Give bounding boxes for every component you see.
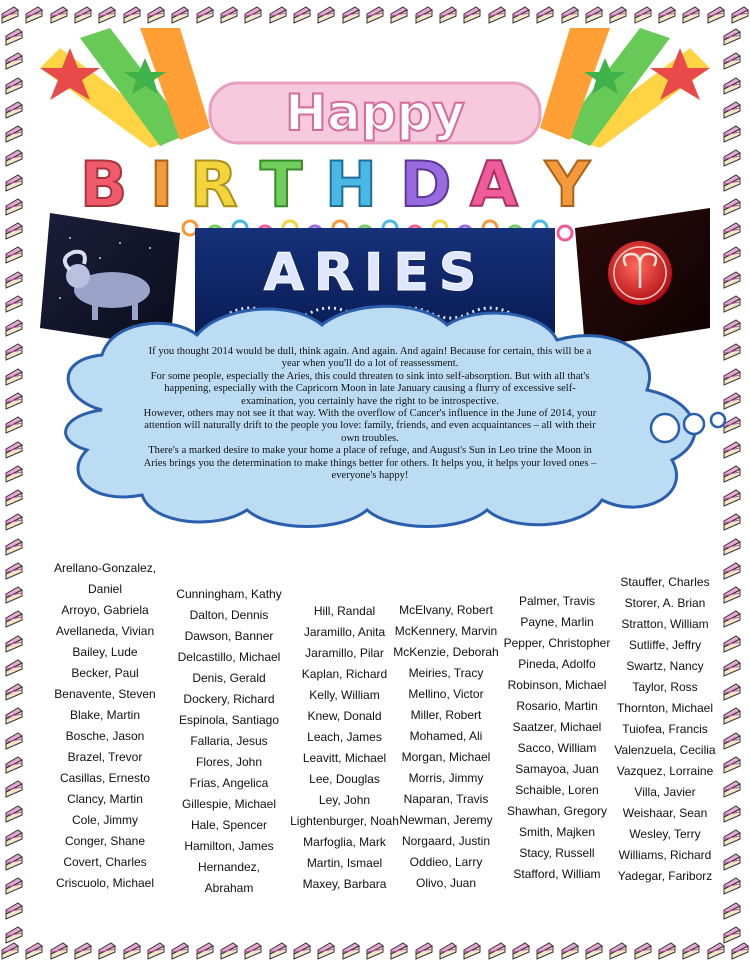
name-entry: Sacco, William [517,741,597,755]
cake-slice-icon [73,4,93,24]
name-entry: Marfoglia, Mark [303,835,386,849]
name-entry: Dawson, Banner [184,629,274,643]
svg-text:BIRTHDAY: BIRTHDAY [40,28,45,29]
name-entry: Samayoa, Juan [515,762,599,776]
name-entry: Morris, Jimmy [408,771,484,785]
horoscope-text [140,346,600,482]
cake-slice-icon [4,414,24,434]
cake-slice-icon [4,317,24,337]
cake-slice-icon [722,924,742,944]
cake-slice-icon [657,4,677,24]
cake-slice-icon [722,803,742,823]
cake-slice-icon [365,940,385,960]
cake-slice-icon [4,220,24,240]
cake-slice-icon [438,4,458,24]
cake-slice-icon [219,940,239,960]
cake-slice-icon [633,940,653,960]
svg-text:H: H [325,148,377,221]
cake-slice-icon [722,220,742,240]
cake-slice-icon [487,4,507,24]
cake-slice-icon [706,4,726,24]
cake-slice-icon [4,584,24,604]
cake-slice-icon [4,463,24,483]
cake-slice-icon [219,4,239,24]
name-entry: Valenzuela, Cecilia [614,743,716,757]
cake-slice-icon [722,900,742,920]
name-entry: Blake, Martin [69,708,141,722]
cake-slice-icon [722,754,742,774]
names-column-2 [168,584,290,899]
cake-slice-icon [122,940,142,960]
cake-slice-icon [722,705,742,725]
name-entry: McKenzie, Deborah [393,645,499,659]
svg-text:ARIES: ARIES [263,243,487,303]
cake-slice-icon [341,4,361,24]
cake-slice-icon [657,940,677,960]
name-entry: Wesley, Terry [629,827,701,841]
name-entry: Kelly, William [309,688,380,702]
cake-slice-icon [722,269,742,289]
cake-slice-icon [4,705,24,725]
name-entry: Abraham [204,881,254,895]
name-entry: Norgaard, Justin [401,834,491,848]
svg-text:A: A [470,148,518,221]
name-entry: Olivo, Juan [415,876,477,890]
horoscope-paragraph: There's a marked desire to make your home a place of refuge, and August's Sun in Leo trine the Moon in Aries brings you the determination to make things better for others. It helps you, it helps your loved ones – everyone's happy! [143,445,597,482]
name-entry: Martin, Ismael [306,856,383,870]
name-entry: Lightenburger, Noah [290,814,399,828]
cake-slice-icon [97,940,117,960]
cake-slice-icon [722,26,742,46]
name-entry: Flores, John [195,755,263,769]
cake-slice-icon [4,147,24,167]
name-entry: Cunningham, Kathy [176,587,282,601]
cake-slice-icon [4,75,24,95]
cake-slice-icon [0,4,20,24]
cake-slice-icon [4,608,24,628]
cake-slice-icon [268,4,288,24]
cake-slice-icon [4,99,24,119]
cake-slice-icon [316,940,336,960]
cake-slice-icon [535,940,555,960]
cake-slice-icon [438,940,458,960]
name-entry: Vazquez, Lorraine [616,764,714,778]
name-entry: Bosche, Jason [65,729,145,743]
cake-slice-icon [4,681,24,701]
name-entry: Dockery, Richard [183,692,275,706]
cake-slice-icon [73,940,93,960]
cake-slice-icon [4,900,24,920]
name-entry: Covert, Charles [63,855,147,869]
cake-slice-icon [560,4,580,24]
cake-slice-icon [4,827,24,847]
name-entry: Criscuolo, Michael [55,876,155,890]
cake-slice-icon [4,390,24,410]
cake-slice-icon [4,633,24,653]
name-entry: Avellaneda, Vivian [55,624,155,638]
cake-slice-icon [584,940,604,960]
cake-slice-icon [4,754,24,774]
svg-text:Y: Y [545,148,590,221]
name-entry: McElvany, Robert [399,603,493,617]
name-entry: Storer, A. Brian [624,596,706,610]
cake-slice-icon [722,778,742,798]
cake-slice-icon [4,341,24,361]
name-entry: McKennery, Marvin [394,624,498,638]
name-entry: Maxey, Barbara [302,877,387,891]
cake-slice-icon [49,4,69,24]
name-entry: Daniel [87,582,123,596]
cake-slice-icon [462,940,482,960]
name-entry: Casillas, Ernesto [59,771,151,785]
svg-text:Happy: Happy [285,84,465,142]
name-entry: Arroyo, Gabriela [61,603,149,617]
cake-slice-icon [722,50,742,70]
name-entry: Conger, Shane [64,834,146,848]
cake-slice-icon [316,4,336,24]
cake-slice-icon [722,244,742,264]
names-column-5 [498,591,616,885]
name-entry: Weishaar, Sean [622,806,708,820]
cake-slice-icon [722,875,742,895]
name-entry: Taylor, Ross [632,680,698,694]
cake-slice-icon [487,940,507,960]
name-entry: Jaramillo, Anita [303,625,386,639]
name-entry: Stacy, Russell [519,846,595,860]
cake-border-top [0,4,750,30]
cake-slice-icon [146,940,166,960]
name-entry: Hamilton, James [184,839,274,853]
cake-slice-icon [722,584,742,604]
name-entry: Jaramillo, Pilar [305,646,384,660]
horoscope-paragraph: However, others may not see it that way. With the overflow of Cancer's influence in the June of 2014, your attention will naturally drift to the people you love: family, friends, and even acquaintances – all with their own troubles. [143,408,597,444]
cake-slice-icon [4,851,24,871]
name-entry: Brazel, Trevor [67,750,143,764]
cake-slice-icon [341,940,361,960]
cake-slice-icon [722,560,742,580]
name-entry: Tuiofea, Francis [622,722,708,736]
name-entry: Becker, Paul [71,666,139,680]
name-entry: Hill, Randal [313,604,376,618]
name-entry: Gillespie, Michael [181,797,277,811]
name-entry: Mellino, Victor [408,687,484,701]
name-entry: Espinola, Santiago [178,713,280,727]
cake-slice-icon [722,147,742,167]
cake-slice-icon [365,4,385,24]
cake-slice-icon [722,196,742,216]
name-entry: Pepper, Christopher [503,636,611,650]
cake-slice-icon [722,681,742,701]
name-entry: Robinson, Michael [507,678,607,692]
cake-slice-icon [414,4,434,24]
name-entry: Pineda, Adolfo [518,657,596,671]
cake-slice-icon [535,4,555,24]
cake-slice-icon [722,172,742,192]
name-entry: Leach, James [307,730,382,744]
cake-slice-icon [389,940,409,960]
birthday-word-art [80,148,591,221]
name-entry: Shawhan, Gregory [506,804,608,818]
cake-slice-icon [4,924,24,944]
cake-slice-icon [511,940,531,960]
names-column-1 [40,558,170,894]
cake-slice-icon [4,439,24,459]
horoscope-paragraph: If you thought 2014 would be dull, think again. And again. And again! Because for certain, this will be a year when you'll do a lot of reassessment. [148,346,592,370]
cake-slice-icon [4,536,24,556]
cake-slice-icon [4,730,24,750]
names-column-3 [287,601,402,895]
cake-slice-icon [122,4,142,24]
name-entry: Denis, Gerald [192,671,266,685]
cake-slice-icon [722,123,742,143]
name-entry: Smith, Majken [518,825,596,839]
cake-slice-icon [608,940,628,960]
name-entry: Lee, Douglas [309,772,380,786]
cake-slice-icon [722,657,742,677]
cake-slice-icon [4,172,24,192]
cake-slice-icon [722,536,742,556]
cake-slice-icon [4,269,24,289]
cake-slice-icon [4,803,24,823]
name-entry: Sutliffe, Jeffry [628,638,702,652]
name-entry: Hernandez, [197,860,261,874]
name-entry: Villa, Javier [634,785,696,799]
name-entry: Arellano-Gonzalez, [53,561,157,575]
names-column-6 [608,572,722,887]
cake-slice-icon [722,851,742,871]
name-entry: Knew, Donald [307,709,382,723]
name-entry: Cole, Jimmy [71,813,138,827]
name-entry: Stratton, William [621,617,709,631]
name-entry: Leavitt, Michael [302,751,387,765]
cake-slice-icon [292,940,312,960]
happy-word-art [210,83,540,143]
name-entry: Palmer, Travis [518,594,596,608]
cake-slice-icon [4,560,24,580]
name-entry: Yadegar, Fariborz [617,869,713,883]
name-entry: Hale, Spencer [190,818,268,832]
svg-text:B: B [80,148,128,221]
name-entry: Thornton, Michael [616,701,714,715]
cake-slice-icon [243,940,263,960]
cake-slice-icon [195,4,215,24]
cake-slice-icon [722,633,742,653]
name-entry: Meiries, Tracy [408,666,484,680]
cake-slice-icon [511,4,531,24]
name-entry: Payne, Marlin [520,615,594,629]
name-entry: Stafford, William [513,867,601,881]
name-entry: Fallaria, Jesus [190,734,268,748]
name-entry: Naparan, Travis [403,792,489,806]
cake-slice-icon [584,4,604,24]
cake-slice-icon [414,940,434,960]
cake-slice-icon [4,196,24,216]
name-entry: Williams, Richard [618,848,712,862]
cake-slice-icon [4,778,24,798]
name-entry: Swartz, Nancy [626,659,704,673]
cake-slice-icon [722,99,742,119]
svg-text:R: R [190,148,238,221]
cake-slice-icon [4,26,24,46]
svg-text:I: I [150,148,174,221]
cake-slice-icon [243,4,263,24]
cake-border-bottom [0,940,750,966]
cake-slice-icon [633,4,653,24]
cake-slice-icon [4,875,24,895]
name-entry: Newman, Jeremy [399,813,493,827]
name-entry: Dalton, Dennis [189,608,269,622]
cake-slice-icon [49,940,69,960]
cake-slice-icon [268,940,288,960]
cake-slice-icon [4,511,24,531]
cake-slice-icon [170,940,190,960]
cake-slice-icon [4,244,24,264]
cake-slice-icon [24,4,44,24]
cake-slice-icon [608,4,628,24]
cake-slice-icon [4,487,24,507]
cake-slice-icon [722,608,742,628]
name-entry: Bailey, Lude [72,645,138,659]
cake-slice-icon [730,4,750,24]
svg-text:D: D [400,148,452,221]
cake-slice-icon [97,4,117,24]
cake-slice-icon [389,4,409,24]
name-entry: Miller, Robert [410,708,482,722]
cake-slice-icon [560,940,580,960]
cake-slice-icon [146,4,166,24]
cake-slice-icon [722,75,742,95]
name-entry: Morgan, Michael [401,750,491,764]
names-column-4 [386,600,506,894]
cake-slice-icon [4,293,24,313]
birthday-names-list [40,555,720,935]
cake-slice-icon [722,827,742,847]
horoscope-paragraph: For some people, especially the Aries, this could threaten to sink into self-absorption. But with all that's happening, especially with the Capricorn Moon in late January causing a flurry of excessive self-examination, you certainly have the right to be introspective. [150,370,590,407]
name-entry: Benavente, Steven [54,687,156,701]
cake-slice-icon [4,123,24,143]
name-entry: Frias, Angelica [189,776,269,790]
cake-slice-icon [681,940,701,960]
cake-slice-icon [292,4,312,24]
cake-slice-icon [4,366,24,386]
name-entry: Rosario, Martin [516,699,598,713]
svg-text:T: T [260,148,303,221]
name-entry: Kaplan, Richard [301,667,388,681]
name-entry: Delcastillo, Michael [177,650,281,664]
name-entry: Mohamed, Ali [409,729,483,743]
name-entry: Oddieo, Larry [409,855,483,869]
name-entry: Saatzer, Michael [512,720,602,734]
cake-slice-icon [195,940,215,960]
cake-slice-icon [4,50,24,70]
name-entry: Schaible, Loren [515,783,599,797]
cake-slice-icon [722,730,742,750]
cake-slice-icon [170,4,190,24]
cake-slice-icon [462,4,482,24]
cake-slice-icon [681,4,701,24]
name-entry: Ley, John [318,793,371,807]
name-entry: Stauffer, Charles [620,575,710,589]
name-entry: Clancy, Martin [67,792,143,806]
cake-slice-icon [4,657,24,677]
